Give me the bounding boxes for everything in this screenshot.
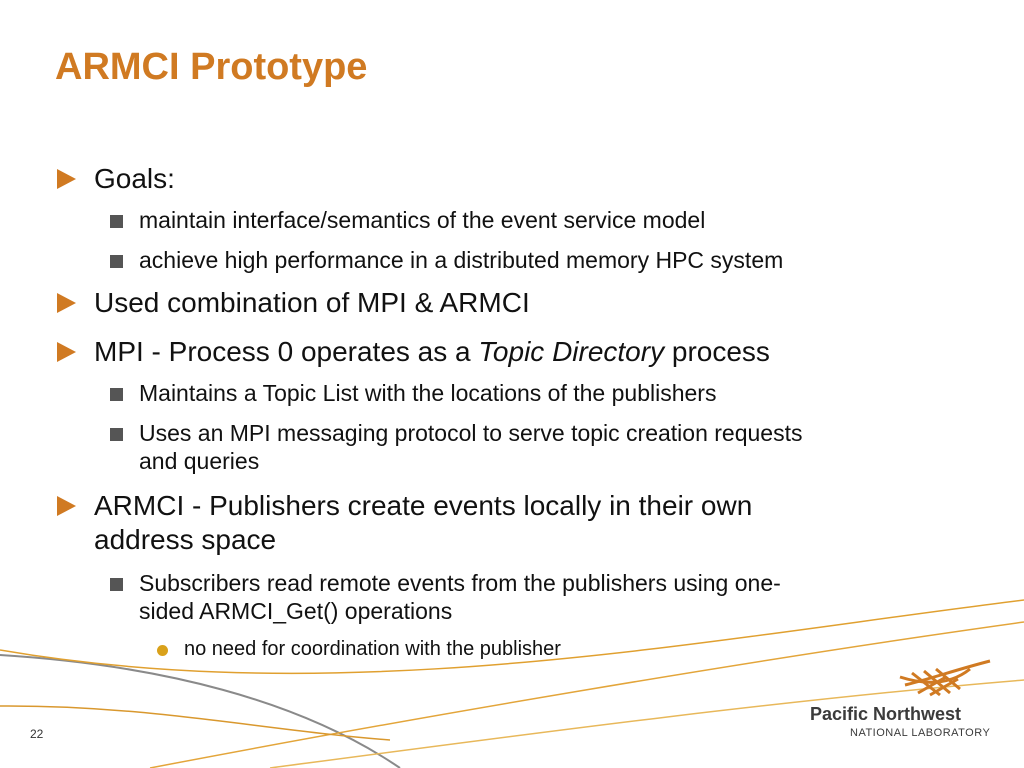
sub-bullet-maintain-interface: maintain interface/semantics of the event service model [139, 207, 706, 233]
triangle-bullet-icon [57, 169, 76, 189]
pnnl-logo [800, 655, 1000, 745]
square-bullet-icon [110, 428, 123, 441]
square-bullet-icon [110, 388, 123, 401]
bullet-armci-publishers-line1: ARMCI - Publishers create events locally in their own [94, 490, 753, 521]
sub-bullet-high-performance: achieve high performance in a distributed memory HPC system [139, 247, 784, 273]
triangle-bullet-icon [57, 293, 76, 313]
bullet-goals: Goals: [94, 163, 175, 194]
square-bullet-icon [110, 255, 123, 268]
bullet-topic-directory-pre: MPI - Process 0 operates as a [94, 336, 479, 367]
bullet-mpi-armci: Used combination of MPI & ARMCI [94, 287, 530, 318]
sub-bullet-mpi-messaging [139, 419, 803, 475]
square-bullet-icon [110, 215, 123, 228]
bullet-armci-publishers-line2: address space [94, 524, 277, 555]
sub-bullet-subscribers-read [139, 569, 781, 625]
bullet-topic-directory-post: process [664, 336, 770, 367]
square-bullet-icon [110, 578, 123, 591]
sub-bullet-mpi-messaging-line2: and queries [139, 448, 260, 474]
logo-subtitle: NATIONAL LABORATORY [850, 727, 991, 739]
slide-title: ARMCI Prototype [55, 46, 368, 88]
sub-sub-bullet-no-coordination: no need for coordination with the publisher [184, 638, 561, 660]
dot-bullet-icon [157, 645, 168, 656]
triangle-bullet-icon [57, 496, 76, 516]
sub-bullet-subscribers-read-line1: Subscribers read remote events from the publishers using one- [139, 570, 781, 596]
page-number: 22 [30, 727, 44, 741]
sub-bullet-topic-list: Maintains a Topic List with the locations of the publishers [139, 380, 717, 406]
bullet-topic-directory-emphasis: Topic Directory [478, 336, 665, 367]
sub-bullet-mpi-messaging-line1: Uses an MPI messaging protocol to serve topic creation requests [139, 420, 803, 446]
bullet-armci-publishers [94, 489, 752, 557]
triangle-bullet-icon [57, 342, 76, 362]
logo-name: Pacific Northwest [810, 704, 962, 724]
bullet-topic-directory [94, 335, 770, 369]
pnnl-mark-icon [800, 655, 1000, 705]
sub-bullet-subscribers-read-line2: sided ARMCI_Get() operations [139, 598, 453, 624]
